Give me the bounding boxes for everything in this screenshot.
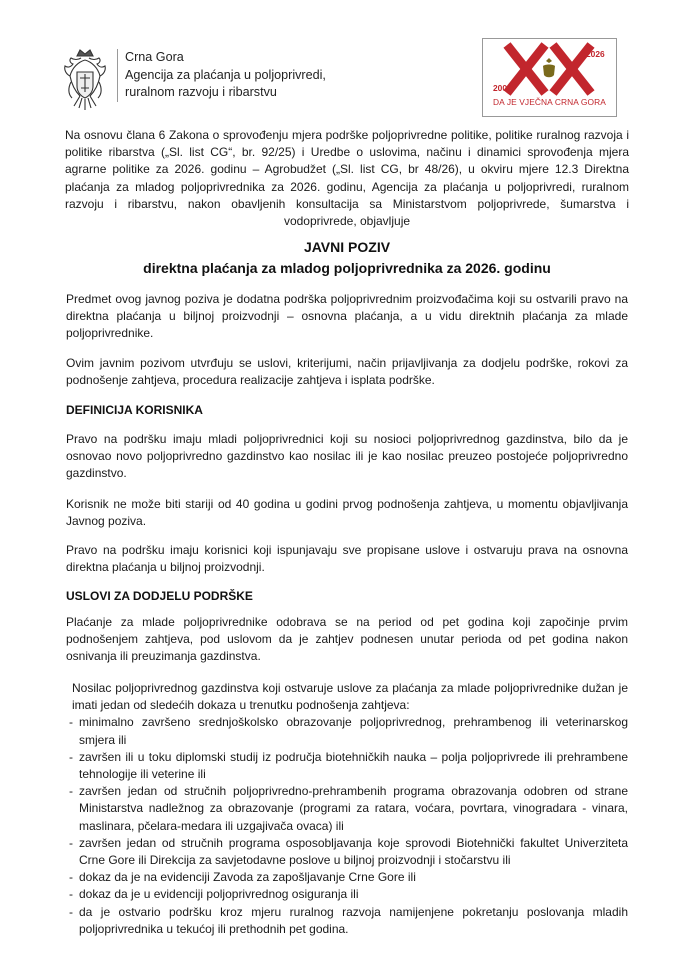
list-item-text: završen jedan od stručnih poljoprivredno-prehrambenih programa obrazovanja odobren od strane Ministarstva nadležnog za obrazovanje (programi za ratara, voćara, povrtara, vinogradara - vinara, maslinara, pčelara-medara ili uzgajivača ovaca) ili [79, 784, 628, 833]
definition-paragraph-2: Korisnik ne može biti stariji od 40 godina u godini prvog podnošenja zahtjeva, u momentu objavljivanja Javnog poziva. [66, 497, 628, 529]
bullet-dash: - [69, 835, 73, 850]
bullet-dash: - [69, 887, 73, 902]
independence-anniversary-logo [482, 38, 617, 117]
logo-year-end: 2026 [586, 49, 605, 59]
list-item-text: minimalno završeno srednjoškolsko obrazovanje poljoprivrednog, prehrambenog ili veterinarskog smjera ili [79, 715, 628, 747]
bullet-dash: - [69, 904, 73, 919]
eligibility-proof-list [66, 680, 628, 938]
section-heading-definition: DEFINICIJA KORISNIKA [66, 403, 203, 417]
list-item-text: završen ili u toku diplomski studij iz područja biotehničkih nauka – polja poljoprivrede ili prehrambene tehnologije ili veterine ili [79, 749, 628, 782]
list-item [66, 783, 628, 835]
conditions-paragraph-1: Plaćanje za mlade poljoprivrednike odobrava se na period od pet godina koji započinje prvim podnošenjem zahtjeva, pod uslovom da je zahtjev podnesen unutar perioda od pet godina nakon osnivanja ili preuzimanja gazdinstva. [66, 615, 628, 664]
list-item [66, 714, 628, 748]
list-item [66, 835, 628, 869]
list-item-text: dokaz da je u evidenciji poljoprivrednog osiguranja ili [79, 887, 359, 902]
eligibility-items [66, 714, 628, 938]
agency-line-name-cont: ruralnom razvoju i ribarstvu [125, 85, 277, 99]
bullet-dash: - [69, 784, 73, 799]
agency-line-country: Crna Gora [125, 50, 184, 64]
list-item-text: završen jedan od stručnih programa osposobljavanja koje sprovodi Biotehnički fakultet Univerziteta Crne Gore ili Direkcija za savjetodavne poslove u biljnoj proizvodnji i stočarstvu ili [79, 835, 628, 868]
eligibility-list-lead: Nosilac poljoprivrednog gazdinstva koji ostvaruje uslove za plaćanja za mlade poljoprivrednike dužan je imati jedan od sledećih dokaza u trenutku podnošenja zahtjeva: [72, 681, 628, 713]
agency-name [117, 49, 326, 102]
definition-paragraph-1: Pravo na podršku imaju mladi poljoprivrednici koji su nosioci poljoprivrednog gazdinstva, bilo da je osnovao novo poljoprivredno gazdinstvo kao nosilac ili je kao nosilac preuzeo postojeće poljoprivredno gazdinstvo. [66, 432, 628, 481]
subject-paragraph: Predmet ovog javnog poziva je dodatna podrška poljoprivrednim proizvođačima koji su ostvarili pravo na direktna plaćanja u biljnoj proizvodnji – osnovna plaćanja, a u vidu direktnih plaćanja za mlade poljoprivrednike. [66, 292, 628, 341]
list-item-text: dokaz da je na evidenciji Zavoda za zapošljavanje Crne Gore ili [79, 870, 416, 885]
intro-paragraph: Na osnovu člana 6 Zakona o sprovođenju mjera podrške poljoprivredne politike, politike ruralnog razvoja i politike ribarstva („Sl. list CG“, br. 92/25) i Uredbe o uslovima, načinu i dinamici sprovođenja mjera agrarne politike za 2026. godinu – Agrobudžet („Sl. list CG, br 48/26), u okviru mjere 12.3 Direktna plaćanja za mladog poljoprivrednika za 2026. godinu, Agencija za plaćanja u poljoprivredi, ruralnom razvoju i ribarstvu, nakon obavljenih konsultacija sa Ministarstvom poljoprivrede, šumarstva i vodoprivrede, objavljuje [65, 128, 629, 229]
montenegro-coat-of-arms-icon [62, 46, 108, 118]
list-item-text: da je ostvario podršku kroz mjeru ruralnog razvoja namijenjene pokretanju poslovanja mladih poljoprivrednika u tekućoj ili prethodnih pet godina. [79, 904, 628, 936]
list-item [66, 749, 628, 783]
agency-line-name: Agencija za plaćanja u poljoprivredi, [125, 67, 326, 82]
logo-caption: DA JE VJEČNA CRNA GORA [493, 97, 606, 107]
section-heading-conditions: USLOVI ZA DODJELU PODRŠKE [66, 589, 253, 603]
page-title: JAVNI POZIV [303, 239, 391, 255]
list-item [66, 904, 628, 938]
list-item [66, 869, 628, 886]
list-item [66, 886, 628, 903]
logo-year-start: 2006. [493, 83, 514, 93]
page-subtitle: direktna plaćanja za mladog poljoprivrednika za 2026. godinu [143, 260, 551, 276]
scope-paragraph: Ovim javnim pozivom utvrđuju se uslovi, kriterijumi, način prijavljivanja za dodjelu podrške, rokovi za podnošenje zahtjeva, procedura realizacije zahtjeva i isplata podrške. [66, 356, 628, 388]
definition-paragraph-3: Pravo na podršku imaju korisnici koji ispunjavaju sve propisane uslove i ostvaruju prava na osnovna direktna plaćanja u biljnoj proizvodnji. [66, 543, 628, 575]
bullet-dash: - [69, 749, 73, 764]
bullet-dash: - [69, 870, 73, 885]
bullet-dash: - [69, 715, 73, 730]
